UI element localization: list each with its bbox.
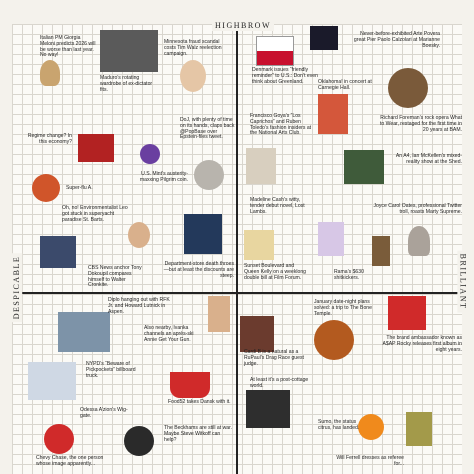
- popcorn-photo: [244, 230, 274, 260]
- item-superflu: Super-flu A.: [66, 185, 93, 191]
- item-citrus: Sumo, the status citrus, has landed.: [318, 419, 360, 431]
- drag-race-photo: [314, 320, 354, 360]
- horizontal-axis: [12, 292, 462, 294]
- foreman-photo: [388, 68, 428, 108]
- item-ferrell: Will Ferrell dresses as referee for...: [336, 455, 404, 467]
- sumo-citrus: [358, 414, 384, 440]
- item-nypd: NYPD’s “Beware of Pickpockets” billboard truck.: [86, 361, 136, 379]
- item-doj: DoJ, with plenty of time on its hands, claps back @PopBase over Epstein-files tweet.: [180, 117, 235, 141]
- item-potcottage: At least it’s a post-cottage world.: [250, 377, 309, 389]
- item-madeline: Madeline Cash’s witty, tender debut novel, Lost Lambs.: [250, 197, 305, 215]
- cherry-icon: [140, 144, 160, 164]
- artwork-photo: [310, 26, 338, 50]
- item-dansk: Food52 takes Dansk with it.: [168, 399, 231, 405]
- wig-photo: [124, 426, 154, 456]
- item-fraud: Minnesota fraud scandal costs Tim Walz reelection campaign.: [164, 39, 222, 57]
- boots-photo: [372, 236, 390, 266]
- item-regime: Regime change? In this economy?: [27, 133, 72, 145]
- item-wiggate: Odessa A’zion’s Wig-gate.: [80, 407, 128, 419]
- item-cardi: Cardi B is a natural as a RuPaul’s Drag Race guest judge.: [244, 349, 304, 367]
- book-cover: [318, 222, 344, 256]
- axis-label-highbrow: HIGHBROW: [212, 20, 274, 31]
- ferrell-photo: [406, 412, 432, 446]
- item-diplo: Diplo hanging out with RFK Jr. and Howard Lutnick in Aspen.: [108, 297, 170, 315]
- oklahoma-poster: [318, 94, 348, 134]
- flu-virus-icon: [32, 174, 60, 202]
- item-annie: Also nearby, Ivanka channels an après-ski Annie Get Your Gun.: [144, 325, 194, 343]
- item-arte: Never-before-exhibited Arte Povera great Pier Paolo Calzolari at Marianne Boesky.: [353, 31, 440, 49]
- chevy-photo: [44, 424, 74, 454]
- pilgrim-coin: [194, 160, 224, 190]
- meloni-photo: [40, 60, 60, 86]
- greenland-flag-icon: [256, 36, 294, 66]
- aspen-photo: [58, 312, 110, 352]
- item-denmark: Denmark issues “friendly reminder” to U.S.: Don’t even think about Greenland.: [252, 67, 318, 85]
- item-datenight: January date-night plans solved: a trip to The Bone Temple.: [314, 299, 372, 317]
- bone-temple-costume: [240, 316, 274, 352]
- item-cbs: CBS News anchor Tony Dokoupil compares himself to Walter Cronkite.: [88, 265, 142, 289]
- item-oklahoma: Oklahoma! in concert at Carnegie Hall.: [318, 79, 372, 91]
- joyce-photo: [408, 226, 430, 256]
- item-dept: Department-store death throes—but at least the discounts are steep.: [163, 261, 234, 279]
- cbs-anchor-photo: [40, 236, 76, 268]
- item-chevy: Chevy Chase, the one person whose image apparently...: [36, 455, 104, 467]
- vertical-axis: [236, 24, 238, 474]
- item-joyce: Joyce Carol Oates, professional Twitter troll, roasts Marty Supreme.: [373, 203, 462, 215]
- item-ramas: Rama’s $630 shitkickers.: [334, 269, 364, 281]
- leo-photo: [128, 222, 150, 248]
- mckellen-stage: [344, 150, 384, 184]
- walz-photo: [180, 60, 206, 92]
- dansk-pot: [170, 372, 210, 398]
- item-leo: Oh, no! Environmentalist Leo got stuck in superyacht paradise St. Barts.: [62, 205, 128, 223]
- shopping-bag: [184, 214, 222, 254]
- ivanka-photo: [208, 296, 230, 332]
- rocky-album-art: [388, 296, 426, 330]
- pickpockets-truck: [28, 362, 76, 400]
- goya-print: [246, 148, 276, 184]
- item-austerity: U.S. Mint’s austerity-maxxing Pilgrim coin.: [139, 171, 188, 183]
- item-goya: Francisco Goya’s “Los Caprichos” and Ruben Toledo’s fashion insiders at the National Arts Club.: [250, 113, 312, 137]
- item-maduro: Maduro’s rotating wardrobe of ex-dictator fits.: [100, 75, 153, 93]
- item-sunset: Sunset Boulevard and Queen Kelly on a weeklong double bill at Film Forum.: [244, 263, 307, 281]
- item-foreman: Richard Foreman’s rock opera What to Wear, restaged for the first time in 20 years at BAM.: [379, 115, 462, 133]
- axis-label-despicable: DESPICABLE: [11, 253, 22, 322]
- item-mckellen: An A4, Ian McKellen’s mixed-reality show at the Shed.: [395, 153, 462, 165]
- item-beckhams: The Beckhams are still at war. Maybe Steve Witkoff can help?: [164, 425, 232, 443]
- item-meloni: Italian PM Giorgia Meloni predicts 2026 will be worse than last year. No way!: [40, 35, 96, 59]
- maduro-photo: [100, 30, 158, 72]
- intervention-sign: [78, 134, 114, 162]
- item-asap: The brand ambassador known as A$AP Rocky releases first album in eight years.: [382, 335, 462, 353]
- axis-label-brilliant: BRILLIANT: [457, 251, 468, 313]
- cottage-photo: [246, 390, 290, 428]
